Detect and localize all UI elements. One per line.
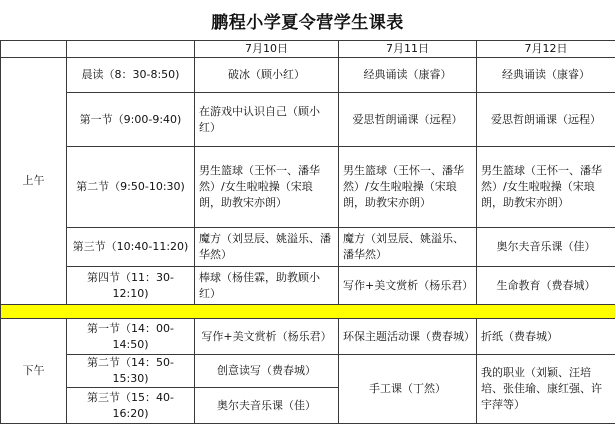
class-cell: 爱思哲朗诵课（远程）	[339, 93, 477, 147]
period-header-cell	[67, 41, 195, 58]
period-cell: 第四节（11：30-12:10)	[67, 267, 195, 305]
table-row	[1, 147, 615, 228]
date-header-2: 7月11日	[339, 41, 477, 58]
afternoon-label: 下午	[1, 319, 67, 424]
period-cell: 第三节（10:40-11:20)	[67, 228, 195, 267]
corner-cell	[1, 41, 67, 58]
period-cell: 第一节（14：00-14:50)	[67, 319, 195, 355]
schedule-table	[0, 40, 615, 424]
class-cell: 棒球（杨佳霖，助教顾小红）	[195, 267, 339, 305]
period-cell: 第二节（14：50-15:30)	[67, 355, 195, 388]
class-cell: 奥尔夫音乐课（佳）	[195, 388, 339, 424]
class-cell: 经典诵读（康睿）	[477, 58, 615, 93]
lunch-separator-row	[1, 305, 615, 319]
period-cell: 第二节（9:50-10:30)	[67, 147, 195, 228]
table-row	[1, 355, 615, 388]
table-row	[1, 93, 615, 147]
table-row	[1, 319, 615, 355]
table-row	[1, 267, 615, 305]
period-cell: 第一节（9:00-9:40)	[67, 93, 195, 147]
class-cell: 爱思哲朗诵课（远程）	[477, 93, 615, 147]
class-cell: 经典诵读（康睿）	[339, 58, 477, 93]
date-header-1: 7月10日	[195, 41, 339, 58]
class-cell: 奥尔夫音乐课（佳）	[477, 228, 615, 267]
period-cell: 第三节（15：40-16:20)	[67, 388, 195, 424]
class-cell: 男生篮球（王怀一、潘华然）/女生啦啦操（宋琅朗，助教宋亦朗）	[477, 147, 615, 228]
class-cell: 写作+美文赏析（杨乐君）	[195, 319, 339, 355]
table-row	[1, 58, 615, 93]
class-cell: 破冰（顾小红）	[195, 58, 339, 93]
class-cell: 男生篮球（王怀一、潘华然）/女生啦啦操（宋琅朗，助教宋亦朗）	[339, 147, 477, 228]
morning-label: 上午	[1, 58, 67, 305]
header-row	[1, 41, 615, 58]
class-cell: 魔方（刘昱辰、姚溢乐、潘华然）	[339, 228, 477, 267]
class-cell-merged: 我的职业（刘颖、汪培培、张佳瑜、康红强、许宇萍等）	[477, 355, 615, 424]
class-cell-merged: 手工课（丁然）	[339, 355, 477, 424]
period-cell: 晨读（8：30-8:50)	[67, 58, 195, 93]
table-row	[1, 228, 615, 267]
class-cell: 写作+美文赏析（杨乐君）	[339, 267, 477, 305]
class-cell: 魔方（刘昱辰、姚溢乐、潘华然）	[195, 228, 339, 267]
class-cell: 男生篮球（王怀一、潘华然）/女生啦啦操（宋琅朗，助教宋亦朗）	[195, 147, 339, 228]
page-title: 鹏程小学夏令营学生课表	[211, 12, 404, 33]
class-cell: 创意读写（费春城）	[195, 355, 339, 388]
class-cell: 生命教育（费春城）	[477, 267, 615, 305]
class-cell: 折纸（费春城）	[477, 319, 615, 355]
class-cell: 在游戏中认识自己（顾小红）	[195, 93, 339, 147]
date-header-3: 7月12日	[477, 41, 615, 58]
class-cell: 环保主题活动课（费春城）	[339, 319, 477, 355]
lunch-separator	[1, 305, 615, 319]
